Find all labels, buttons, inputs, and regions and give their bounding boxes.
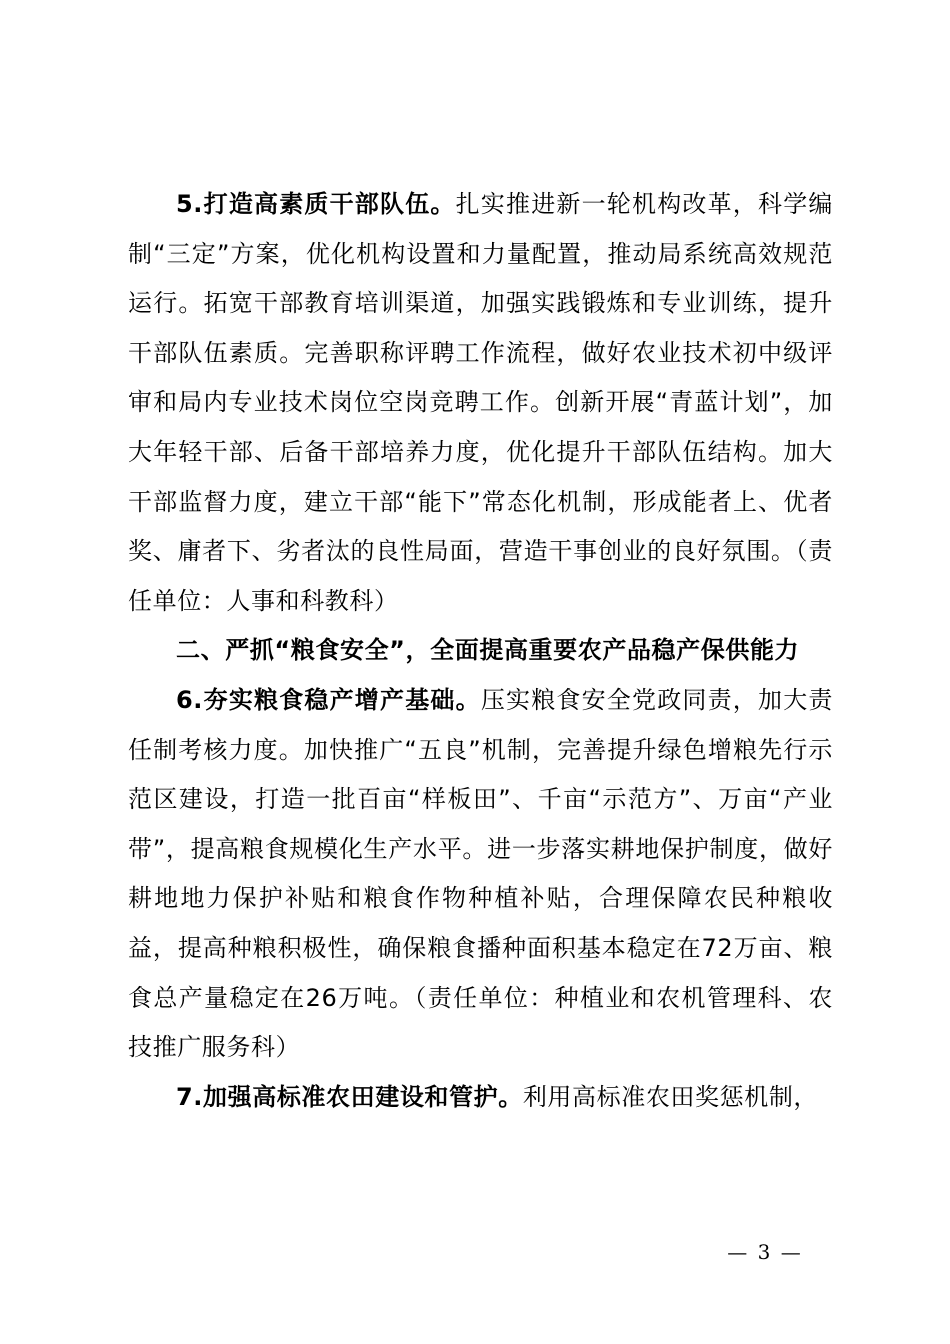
paragraph-item-5	[128, 180, 833, 626]
paragraph-item-7-lead: 7.加强高标准农田建设和管护。	[176, 1082, 523, 1111]
paragraph-item-5-lead: 5.打造高素质干部队伍。	[176, 190, 456, 218]
paragraph-item-6-text: 压实粮食安全党政同责，加大责任制考核力度。加快推广“五良”机制，完善提升绿色增粮先行示范区建设，打造一批百亩“样板田”、千亩“示范方”、万亩“产业带”，提高粮食规模化生产水平。进一步落实耕地保护制度，做好耕地地力保护补贴和粮食作物种植补贴，合理保障农民种粮收益，提高种粮积极性，确保粮食播种面积基本稳定在72万亩、粮食总产量稳定在26万吨。（责任单位：种植业和农机管理科、农技推广服务科）	[128, 685, 833, 1062]
paragraph-item-7	[128, 1073, 833, 1123]
section-heading-2: 二、严抓“粮食安全”，全面提高重要农产品稳产保供能力	[176, 636, 800, 665]
paragraph-item-6-lead: 6.夯实粮食稳产增产基础。	[176, 685, 481, 714]
page-number: — 3 —	[727, 1240, 803, 1264]
document-body	[128, 180, 833, 1122]
paragraph-item-6	[128, 676, 833, 1073]
paragraph-item-7-text: 利用高标准农田奖惩机制，	[522, 1082, 819, 1111]
paragraph-item-5-text: 扎实推进新一轮机构改革，科学编制“三定”方案，优化机构设置和力量配置，推动局系统高效规范运行。拓宽干部教育培训渠道，加强实践锻炼和专业训练，提升干部队伍素质。完善职称评聘工作流程，做好农业技术初中级评审和局内专业技术岗位空岗竞聘工作。创新开展“青蓝计划”，加大年轻干部、后备干部培养力度，优化提升干部队伍结构。加大干部监督力度，建立干部“能下”常态化机制，形成能者上、优者奖、庸者下、劣者汰的良性局面，营造干事创业的良好氛围。（责任单位：人事和科教科）	[128, 190, 833, 615]
